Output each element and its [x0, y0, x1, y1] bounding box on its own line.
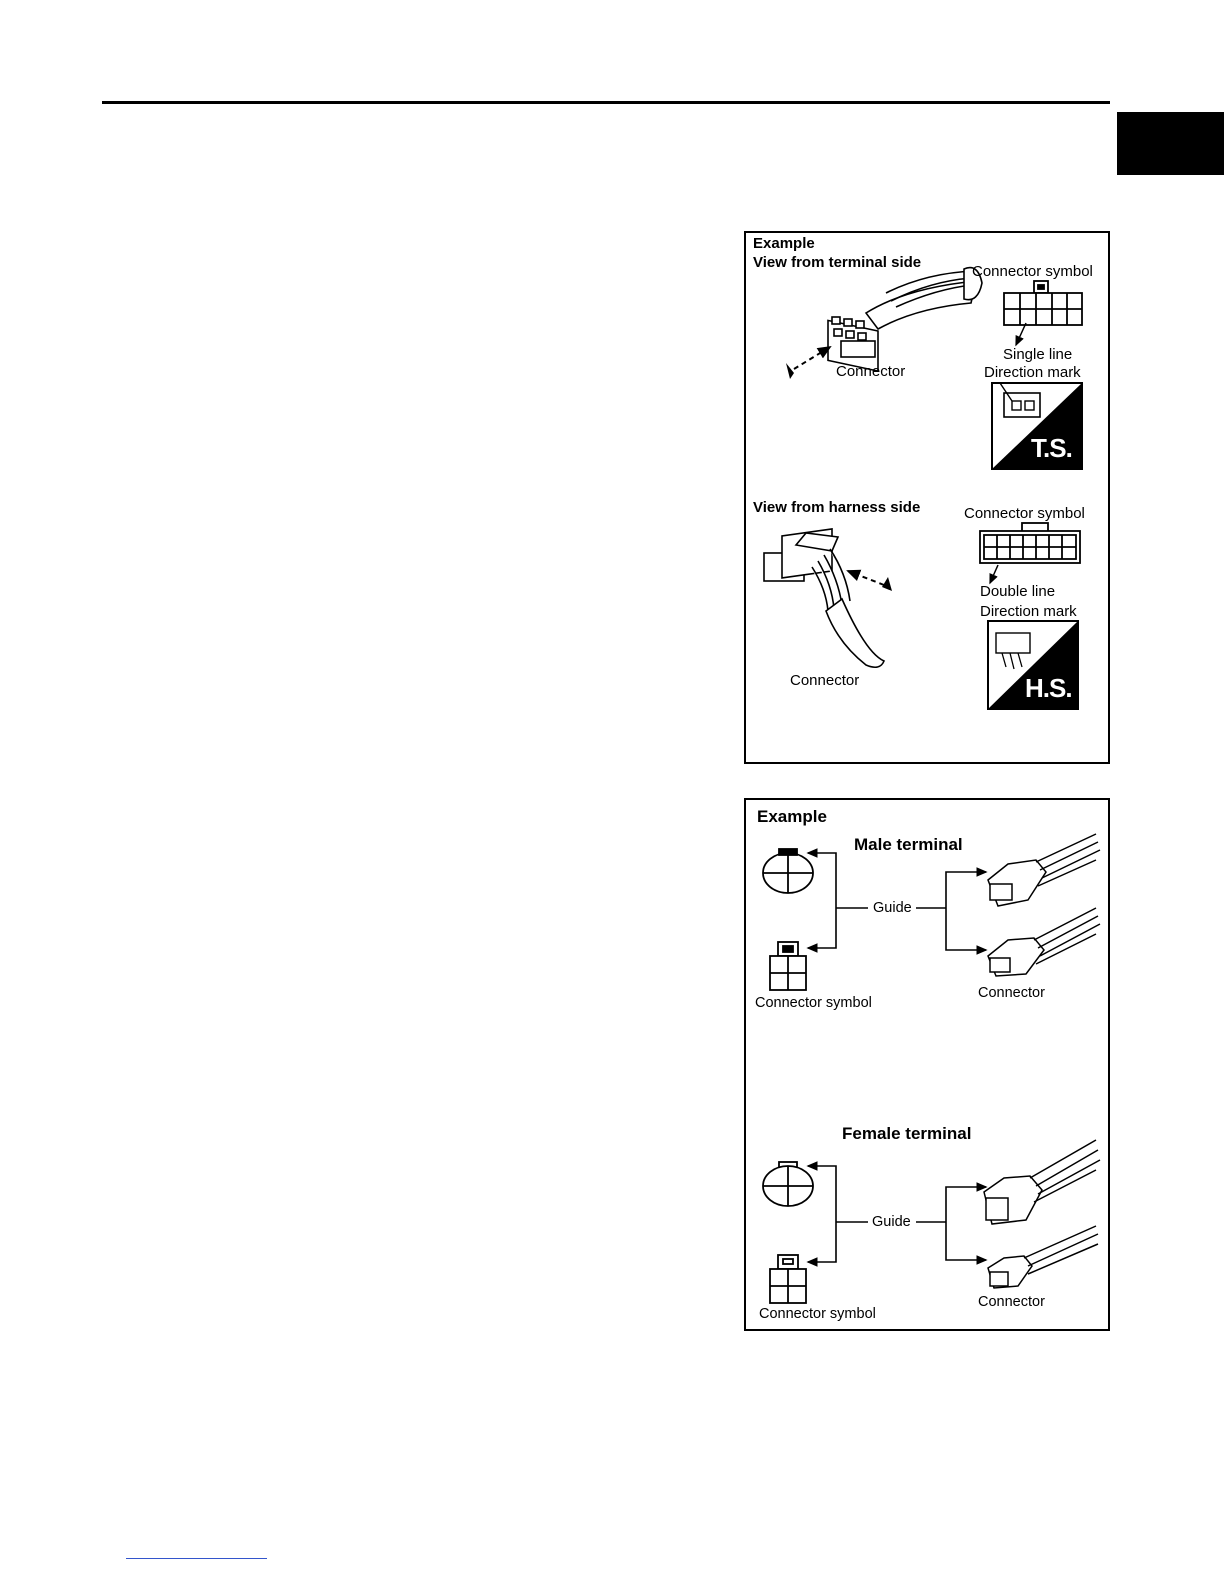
connector-symbol-label: Connector symbol — [972, 263, 1093, 280]
harness-side-connector-drawing — [764, 529, 884, 667]
direction-mark-label-2: Direction mark — [980, 603, 1077, 620]
hs-mark-text: H.S. — [1025, 673, 1072, 703]
view-harness-label: View from harness side — [753, 499, 921, 516]
double-line-label: Double line — [980, 583, 1056, 600]
ts-mark-text: T.S. — [1031, 433, 1072, 463]
example-label-2: Example — [757, 807, 827, 826]
female-round-symbol — [763, 1162, 813, 1206]
connector-label-4: Connector — [978, 1294, 1045, 1310]
guide-label: Guide — [873, 900, 912, 916]
female-connector-drawing — [984, 1140, 1100, 1288]
connector-label-2: Connector — [790, 672, 860, 689]
male-round-symbol — [763, 849, 813, 893]
header-rule — [102, 101, 1110, 104]
single-line-connector-symbol — [1004, 281, 1082, 325]
connector-symbol-label-3: Connector symbol — [755, 995, 872, 1011]
figure-terminal-guide — [744, 798, 1110, 1331]
male-terminal-label: Male terminal — [854, 835, 963, 854]
figure-connector-view — [744, 231, 1110, 764]
connector-symbol-label-4: Connector symbol — [759, 1306, 876, 1322]
single-line-label: Single line — [1003, 346, 1073, 363]
connector-label: Connector — [836, 363, 906, 380]
guide-label-2: Guide — [872, 1214, 911, 1230]
male-square-symbol — [770, 942, 806, 990]
example-label: Example — [753, 235, 815, 252]
female-terminal-label: Female terminal — [842, 1124, 972, 1143]
female-square-symbol — [770, 1255, 806, 1303]
figure-terminal-guide-drawing — [746, 800, 1108, 1329]
double-line-pointer — [990, 565, 998, 583]
single-line-pointer — [1016, 323, 1026, 345]
view-terminal-label: View from terminal side — [753, 254, 922, 271]
terminal-side-connector-drawing — [828, 268, 982, 371]
section-tab — [1117, 112, 1224, 175]
male-connector-drawing — [988, 834, 1100, 976]
eye-icon — [786, 363, 794, 379]
direction-mark-label: Direction mark — [984, 364, 1081, 381]
footer-link-underline[interactable] — [126, 1558, 267, 1559]
double-line-connector-symbol — [980, 523, 1080, 563]
connector-symbol-label-2: Connector symbol — [964, 505, 1085, 522]
connector-label-3: Connector — [978, 985, 1045, 1001]
